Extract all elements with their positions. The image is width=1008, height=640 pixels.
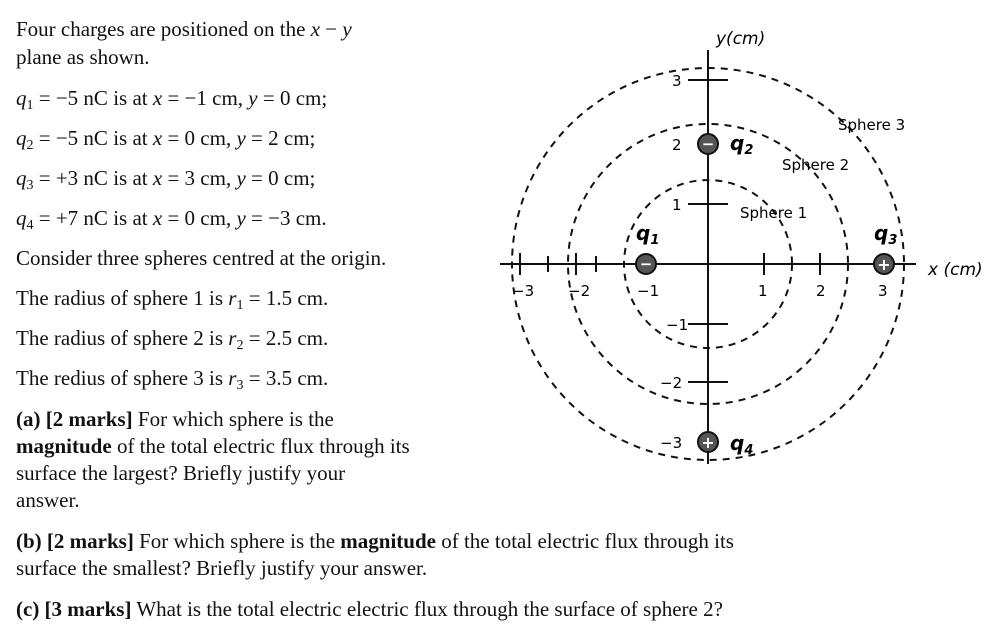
positive-sign-icon: + xyxy=(877,255,891,274)
charge-q4 xyxy=(698,432,718,452)
part-a-line-3: surface the largest? Briefly justify your xyxy=(16,461,346,485)
radius-line-2: The radius of sphere 2 is $r_2 = 2.5$ cm. xyxy=(16,326,329,353)
radius-line-3: The redius of sphere 3 is $r_3 = 3.5$ cm. xyxy=(16,366,329,393)
negative-sign-icon: − xyxy=(639,255,653,273)
charge-label-q2: $q_2$ xyxy=(730,131,754,158)
part-b-line-2: surface the smallest? Briefly justify your answer. xyxy=(16,556,428,580)
x-tick-label-neg2: −2 xyxy=(568,282,591,300)
charge-q1 xyxy=(636,254,656,274)
part-b-line-1: (b) [2 marks] For which sphere is the magnitude of the total electric flux through its xyxy=(16,529,734,553)
x-tick-label-neg1: −1 xyxy=(637,282,660,300)
part-c-line: (c) [3 marks] What is the total electric electric flux through the surface of sphere 2? xyxy=(16,597,723,621)
charge-q2 xyxy=(698,134,718,154)
x-tick-label-neg3: −3 xyxy=(512,282,535,300)
charge-line-q2: $q_2 = -5$ nC is at x = 0 cm, y = 2 cm; xyxy=(16,126,316,153)
charge-line-q3: $q_3 = +3$ nC is at x = 3 cm, y = 0 cm; xyxy=(16,166,316,193)
negative-sign-icon: − xyxy=(701,135,715,153)
charge-label-q3: $q_3$ xyxy=(874,221,898,248)
sphere-2-label: Sphere 2 xyxy=(782,156,850,174)
y-tick-label-neg2: −2 xyxy=(660,374,683,392)
x-axis-label: x (cm) xyxy=(928,260,983,280)
consider-line: Consider three spheres centred at the origin. xyxy=(16,246,387,270)
radius-line-1: The radius of sphere 1 is $r_1 = 1.5$ cm. xyxy=(16,286,329,313)
charge-label-q1: $q_1$ xyxy=(636,221,660,248)
y-tick-label-1: 1 xyxy=(672,196,682,214)
sphere-3-label: Sphere 3 xyxy=(838,116,906,134)
intro-line-1: Four charges are positioned on the x − y xyxy=(16,17,352,41)
part-a-line-2: magnitude of the total electric flux through its xyxy=(16,434,410,458)
x-tick-label-3: 3 xyxy=(878,282,888,300)
y-tick-label-2: 2 xyxy=(672,136,682,154)
y-tick-label-neg1: −1 xyxy=(666,316,689,334)
charge-line-q4: $q_4 = +7$ nC is at x = 0 cm, y = −3 cm. xyxy=(16,206,327,233)
x-tick-label-1: 1 xyxy=(758,282,768,300)
x-tick-label-2: 2 xyxy=(816,282,826,300)
y-axis-label: y(cm) xyxy=(716,29,766,49)
charge-q3 xyxy=(874,254,894,274)
part-a-line-4: answer. xyxy=(16,488,80,512)
y-tick-label-neg3: −3 xyxy=(660,434,683,452)
sphere-1-label: Sphere 1 xyxy=(740,204,808,222)
y-tick-label-3: 3 xyxy=(672,72,682,90)
intro-line-2: plane as shown. xyxy=(16,45,150,69)
charge-diagram xyxy=(490,20,1000,490)
positive-sign-icon: + xyxy=(701,433,715,452)
charge-line-q1: $q_1 = -5$ nC is at x = −1 cm, y = 0 cm; xyxy=(16,86,328,113)
charge-label-q4: $q_4$ xyxy=(730,431,754,458)
part-a-line-1: (a) [2 marks] For which sphere is the xyxy=(16,407,334,431)
